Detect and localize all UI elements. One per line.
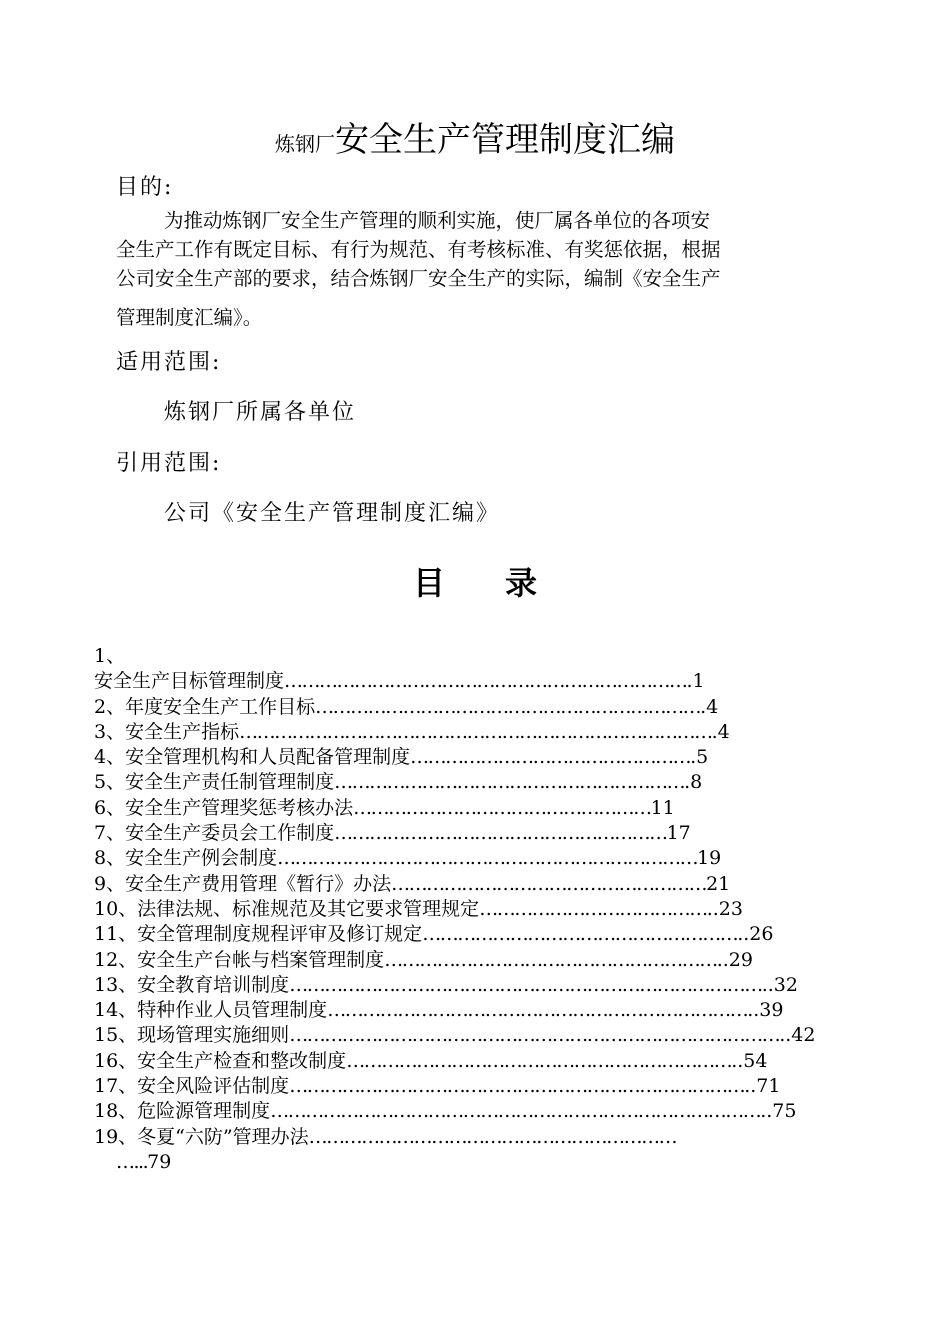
toc-entry-page: ..26 xyxy=(737,923,774,946)
toc-entry xyxy=(94,1125,834,1150)
toc-entry-title: 9、安全生产费用管理《暂行》办法 xyxy=(94,872,392,895)
toc-entry-title: 12、安全生产台帐与档案管理制度 xyxy=(94,948,385,971)
toc-entry xyxy=(94,821,834,846)
toc-entry-leader: …………………………………………… xyxy=(353,796,651,819)
toc-entry-title: 6、安全生产管理奖惩考核办法 xyxy=(94,796,354,819)
toc-entry-page: ..42 xyxy=(779,1024,816,1047)
toc-entry-leader: ………………………………………………… xyxy=(384,948,717,971)
purpose-label: 目的: xyxy=(116,175,174,200)
toc-heading xyxy=(0,558,950,604)
toc-entry-leader: ………………………………………… xyxy=(410,746,691,769)
toc-entry-leader: ……………………………………………………… xyxy=(308,1125,677,1148)
toc-entry xyxy=(94,695,834,720)
toc-entry xyxy=(94,872,834,897)
toc-entry xyxy=(94,1074,834,1099)
toc-entry-leader: ………………………………………………………… xyxy=(346,1049,732,1072)
toc-entry-title: 15、现场管理实施细则 xyxy=(94,1024,290,1047)
toc-entry-title: 3、安全生产指标 xyxy=(94,720,240,743)
toc-entry-leader: …... xyxy=(116,1150,148,1173)
toc-entry xyxy=(94,669,834,694)
title-main: 安全生产管理制度汇编 xyxy=(335,120,675,160)
toc-entry-page: .4 xyxy=(700,695,719,718)
toc-entry-page: ..32 xyxy=(761,973,798,996)
toc-entry-leader: …………………………………………………………… xyxy=(284,670,687,693)
toc-entry-page: .8 xyxy=(684,771,703,794)
toc-entry xyxy=(94,644,834,669)
purpose-paragraph xyxy=(116,206,790,332)
toc-entry-leader: ………………………………………………………… xyxy=(315,695,701,718)
purpose-line-3: 公司安全生产部的要求，结合炼钢厂安全生产的实际，编制《安全生产 xyxy=(116,267,721,290)
reference-value: 公司《安全生产管理制度汇编》 xyxy=(164,501,501,526)
toc-entry-page: 21 xyxy=(706,872,731,895)
toc-entry xyxy=(94,1150,834,1175)
toc-entry-leader: ……………………………………………………………… xyxy=(327,999,748,1022)
toc-entry-page: ..39 xyxy=(747,999,784,1022)
toc-entry xyxy=(94,745,834,770)
toc-entry-title: 5、安全生产责任制管理制度 xyxy=(94,771,335,794)
toc-entry-title: 4、安全管理机构和人员配备管理制度 xyxy=(94,746,411,769)
toc-entry-title: 2、年度安全生产工作目标 xyxy=(94,695,316,718)
toc-entry-title: 16、安全生产检查和整改制度 xyxy=(94,1049,347,1072)
toc-entry-leader: ……………………………………………… xyxy=(422,923,738,946)
toc-entry-title: 18、危险源管理制度 xyxy=(94,1100,271,1123)
toc-entry-leader: ………………………………………………… xyxy=(334,822,667,845)
purpose-line-2: 全生产工作有既定目标、有行为规范、有考核标准、有奖惩依据，根据 xyxy=(116,238,721,261)
toc-entry xyxy=(94,770,834,795)
toc-entry-page: ..29 xyxy=(716,948,753,971)
toc-entry xyxy=(94,1049,834,1074)
toc-entry-title: 安全生产目标管理制度 xyxy=(94,670,285,693)
toc-heading-char-1: 目 xyxy=(412,564,445,602)
toc-entry-page: 17 xyxy=(666,822,691,845)
toc-entry-leader: ………………………………………………………………………… xyxy=(289,1024,780,1047)
toc-entry-page: .4 xyxy=(711,720,730,743)
toc-entry-leader: ……………………………………………………………… xyxy=(277,847,698,870)
toc-entry-page: ..75 xyxy=(760,1100,797,1123)
reference-label: 引用范围: xyxy=(116,451,222,476)
toc-entry-leader: ………………………………… xyxy=(479,897,707,920)
toc-entry-leader: ……………………………………………………………………… xyxy=(289,973,762,996)
toc-entry-page: 79 xyxy=(147,1150,172,1173)
toc-entry-title: 17、安全风险评估制度 xyxy=(94,1075,290,1098)
toc-entry xyxy=(94,796,834,821)
toc-entry xyxy=(94,948,834,973)
toc-entry xyxy=(94,846,834,871)
toc-entry xyxy=(94,973,834,998)
scope-value: 炼钢厂所属各单位 xyxy=(164,400,357,425)
toc-entry xyxy=(94,720,834,745)
toc-entry xyxy=(94,922,834,947)
toc-entry-leader: …………………………………………………………………… xyxy=(289,1075,745,1098)
toc-entry-page: 19 xyxy=(697,847,722,870)
toc-entry-title: 13、安全教育培训制度 xyxy=(94,973,290,996)
toc-entry-title: 10、法律法规、标准规范及其它要求管理规定 xyxy=(94,897,480,920)
toc-entry-page: .1 xyxy=(686,670,705,693)
document-title xyxy=(0,112,950,161)
toc-entry-page: .5 xyxy=(690,746,709,769)
toc-heading-char-2: 录 xyxy=(505,564,538,602)
toc-entry-title: 19、冬夏“六防”管理办法 xyxy=(94,1125,309,1148)
toc-entry-page: 11 xyxy=(650,796,675,819)
toc-entry-title: 1、 xyxy=(94,645,126,667)
title-prefix: 炼钢厂 xyxy=(275,132,335,156)
scope-label: 适用范围: xyxy=(116,350,222,375)
toc-entry-title: 7、安全生产委员会工作制度 xyxy=(94,822,335,845)
table-of-contents xyxy=(94,644,834,1175)
toc-entry-page: ..54 xyxy=(731,1049,768,1072)
toc-entry-title: 11、安全管理制度规程评审及修订规定 xyxy=(94,923,423,946)
toc-entry xyxy=(94,1023,834,1048)
toc-entry-page: ..23 xyxy=(706,897,743,920)
toc-entry-page: ..71 xyxy=(744,1075,781,1098)
toc-entry-title: 8、安全生产例会制度 xyxy=(94,847,278,870)
purpose-line-4: 管理制度汇编》。 xyxy=(116,306,263,329)
toc-entry-leader: ………………………………………………………………………… xyxy=(270,1100,761,1123)
toc-entry-leader: …………………………………………………… xyxy=(334,771,685,794)
toc-entry xyxy=(94,1099,834,1124)
toc-entry-leader: ……………………………………………… xyxy=(391,872,707,895)
toc-entry-title: 14、特种作业人员管理制度 xyxy=(94,999,328,1022)
toc-entry-leader: ……………………………………………………………………… xyxy=(239,720,712,743)
toc-entry xyxy=(94,998,834,1023)
toc-entry xyxy=(94,897,834,922)
purpose-line-1: 为推动炼钢厂安全生产管理的顺利实施，使厂属各单位的各项安 xyxy=(164,209,711,232)
